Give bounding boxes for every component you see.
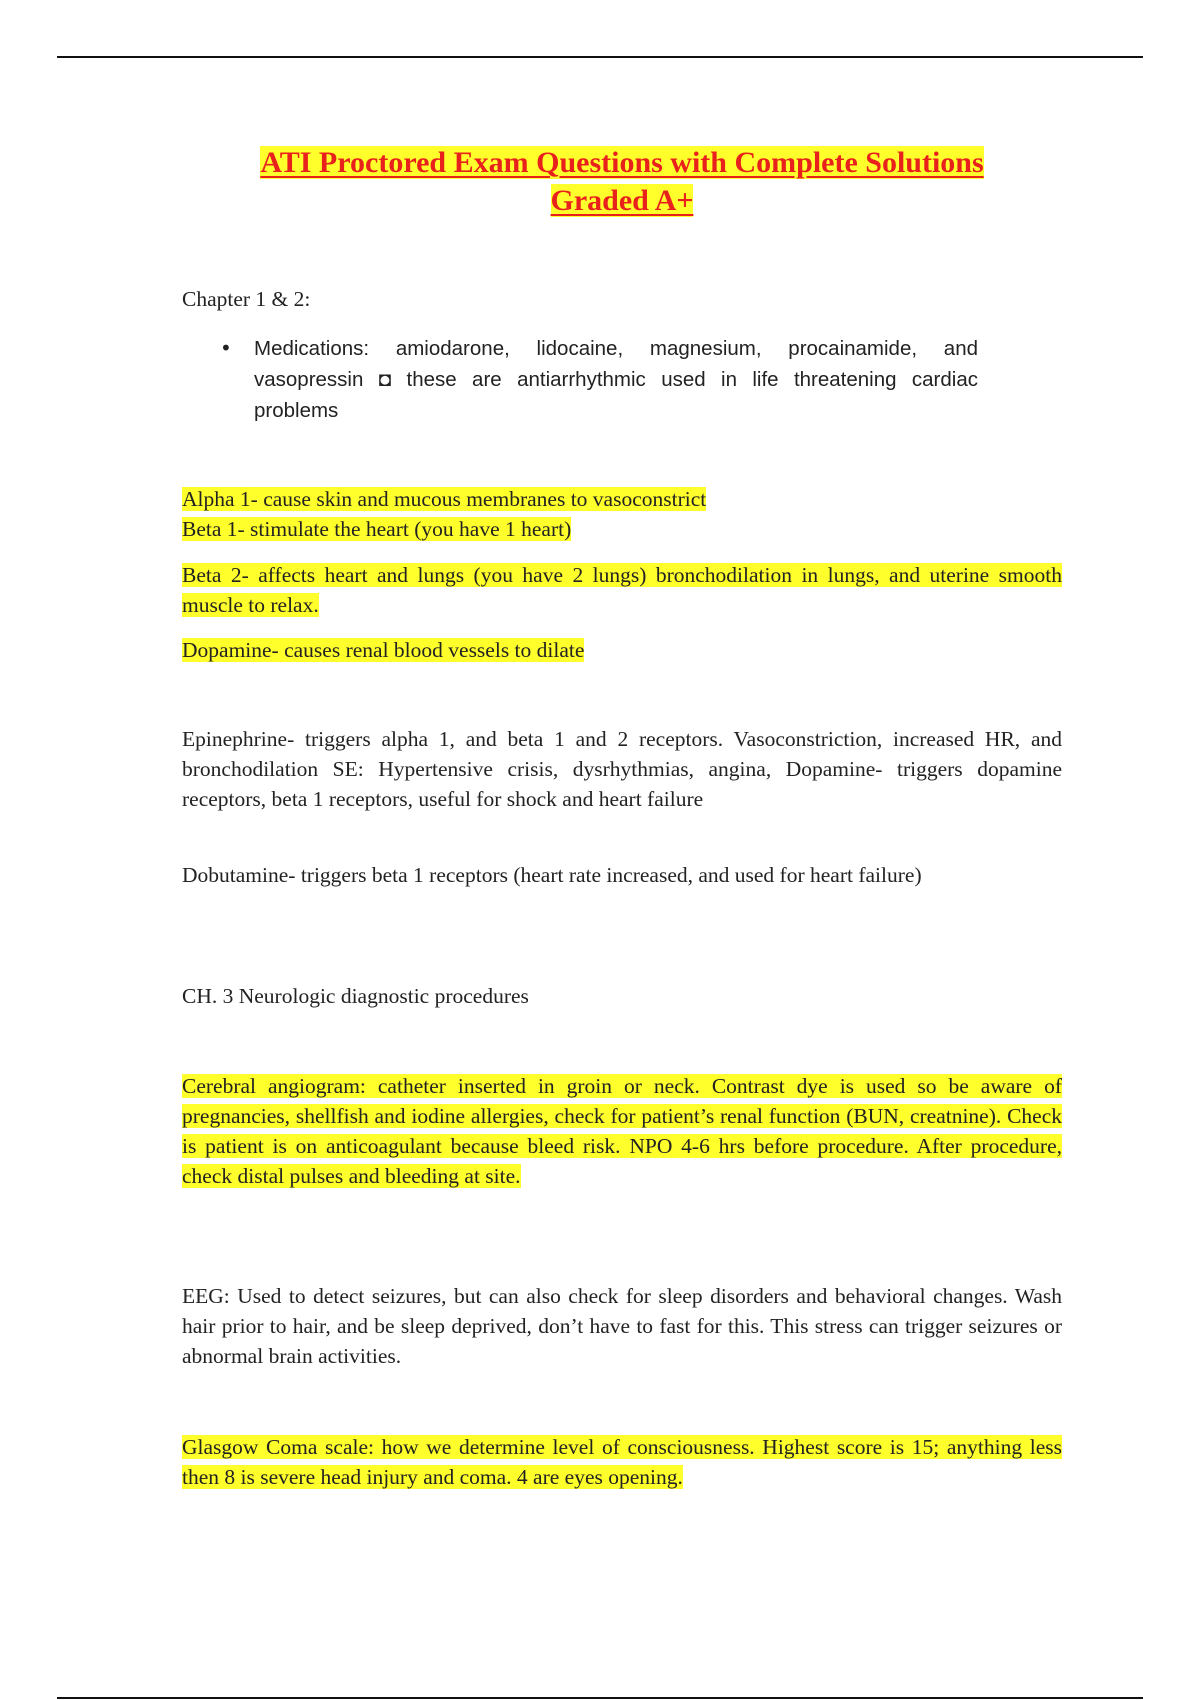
alpha1-line: Alpha 1- cause skin and mucous membranes to vasoconstrict bbox=[182, 487, 707, 511]
bullet-medications: Medications: amiodarone, lidocaine, magnesium, procainamide, and vasopressin ◘ these are antiarrhythmic used in life threatening cardiac problems bbox=[254, 337, 978, 422]
dobutamine-paragraph: Dobutamine- triggers beta 1 receptors (heart rate increased, and used for heart failure) bbox=[182, 863, 922, 887]
title-line-1: ATI Proctored Exam Questions with Complete Solutions bbox=[260, 146, 984, 179]
epinephrine-paragraph: Epinephrine- triggers alpha 1, and beta 1 and 2 receptors. Vasoconstriction, increased HR, and bronchodilation SE: Hypertensive crisis, dysrhythmias, angina, Dopamine- triggers dopamine receptors, beta 1 receptors, useful for shock and heart failure bbox=[182, 727, 1062, 811]
title-line-2: Graded A+ bbox=[550, 184, 694, 217]
beta2-paragraph: Beta 2- affects heart and lungs (you have 2 lungs) bronchodilation in lungs, and uterine smooth muscle to relax. bbox=[182, 563, 1062, 617]
dopamine-line: Dopamine- causes renal blood vessels to dilate bbox=[182, 638, 585, 662]
top-rule bbox=[57, 56, 1143, 58]
chapter-heading: Chapter 1 & 2: bbox=[182, 287, 311, 311]
bullet-marker: • bbox=[220, 336, 232, 360]
beta1-line: Beta 1- stimulate the heart (you have 1 heart) bbox=[182, 517, 572, 541]
eeg-paragraph: EEG: Used to detect seizures, but can also check for sleep disorders and behavioral changes. Wash hair prior to hair, and be sleep deprived, don’t have to fast for this. This stress can trigger seizures or abnormal brain activities. bbox=[182, 1284, 1062, 1368]
cerebral-angiogram-paragraph: Cerebral angiogram: catheter inserted in groin or neck. Contrast dye is used so be aware of pregnancies, shellfish and iodine allergies, check for patient’s renal function (BUN, creatnine). Check is patient is on anticoagulant because bleed risk. NPO 4-6 hrs before procedure. After procedure, check distal pulses and bleeding at site. bbox=[182, 1074, 1062, 1188]
glasgow-paragraph: Glasgow Coma scale: how we determine level of consciousness. Highest score is 15; anything less then 8 is severe head injury and coma. 4 are eyes opening. bbox=[182, 1435, 1062, 1489]
ch3-heading: CH. 3 Neurologic diagnostic procedures bbox=[182, 984, 529, 1008]
document-title bbox=[182, 144, 1062, 220]
bottom-rule bbox=[57, 1697, 1143, 1699]
